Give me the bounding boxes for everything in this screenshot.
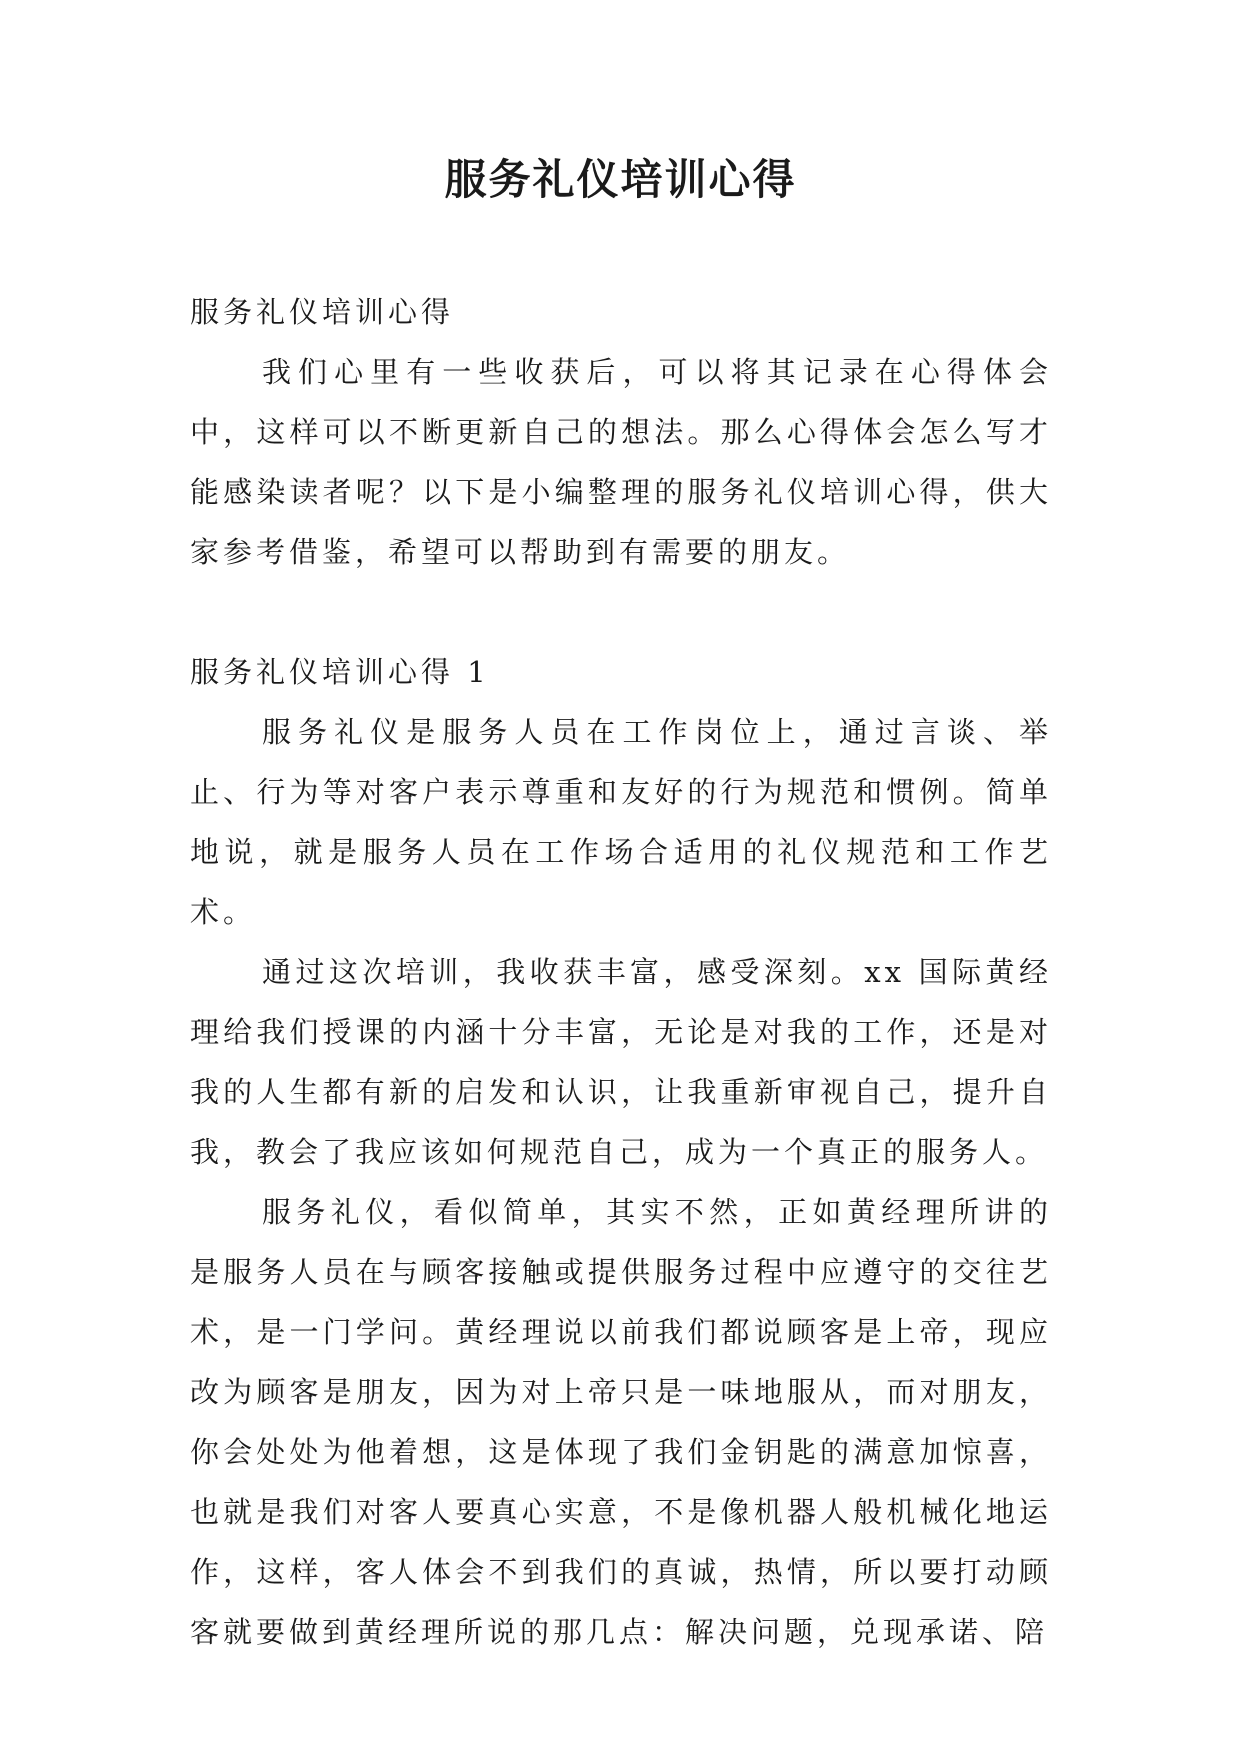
document-subtitle: 服务礼仪培训心得 (190, 295, 455, 329)
document-body (190, 282, 1052, 1662)
document-title: 服务礼仪培训心得 (444, 155, 797, 204)
section-heading: 服务礼仪培训心得 1 (190, 655, 490, 689)
body-paragraph: 服务礼仪，看似简单，其实不然，正如黄经理所讲的是服务人员在与顾客接触或提供服务过程中应遵守的交往艺术，是一门学问。黄经理说以前我们都说顾客是上帝，现应改为顾客是朋友，因为对上帝只是一味地服从，而对朋友，你会处处为他着想，这是体现了我们金钥匙的满意加惊喜，也就是我们对客人要真心实意，不是像机器人般机械化地运作，这样，客人体会不到我们的真诚，热情，所以要打动顾客就要做到黄经理所说的那几点：解决问题，兑现承诺、陪 (190, 1195, 1052, 1649)
body-paragraph: 服务礼仪是服务人员在工作岗位上，通过言谈、举止、行为等对客户表示尊重和友好的行为规范和惯例。简单地说，就是服务人员在工作场合适用的礼仪规范和工作艺术。 (190, 715, 1052, 929)
body-paragraph: 通过这次培训，我收获丰富，感受深刻。xx 国际黄经理给我们授课的内涵十分丰富，无论是对我的工作，还是对我的人生都有新的启发和认识，让我重新审视自己，提升自我，教会了我应该如何规范自己，成为一个真正的服务人。 (190, 955, 1052, 1169)
intro-paragraph: 我们心里有一些收获后，可以将其记录在心得体会中，这样可以不断更新自己的想法。那么心得体会怎么写才能感染读者呢？以下是小编整理的服务礼仪培训心得，供大家参考借鉴，希望可以帮助到有需要的朋友。 (190, 355, 1052, 569)
section-spacer (190, 582, 1052, 642)
